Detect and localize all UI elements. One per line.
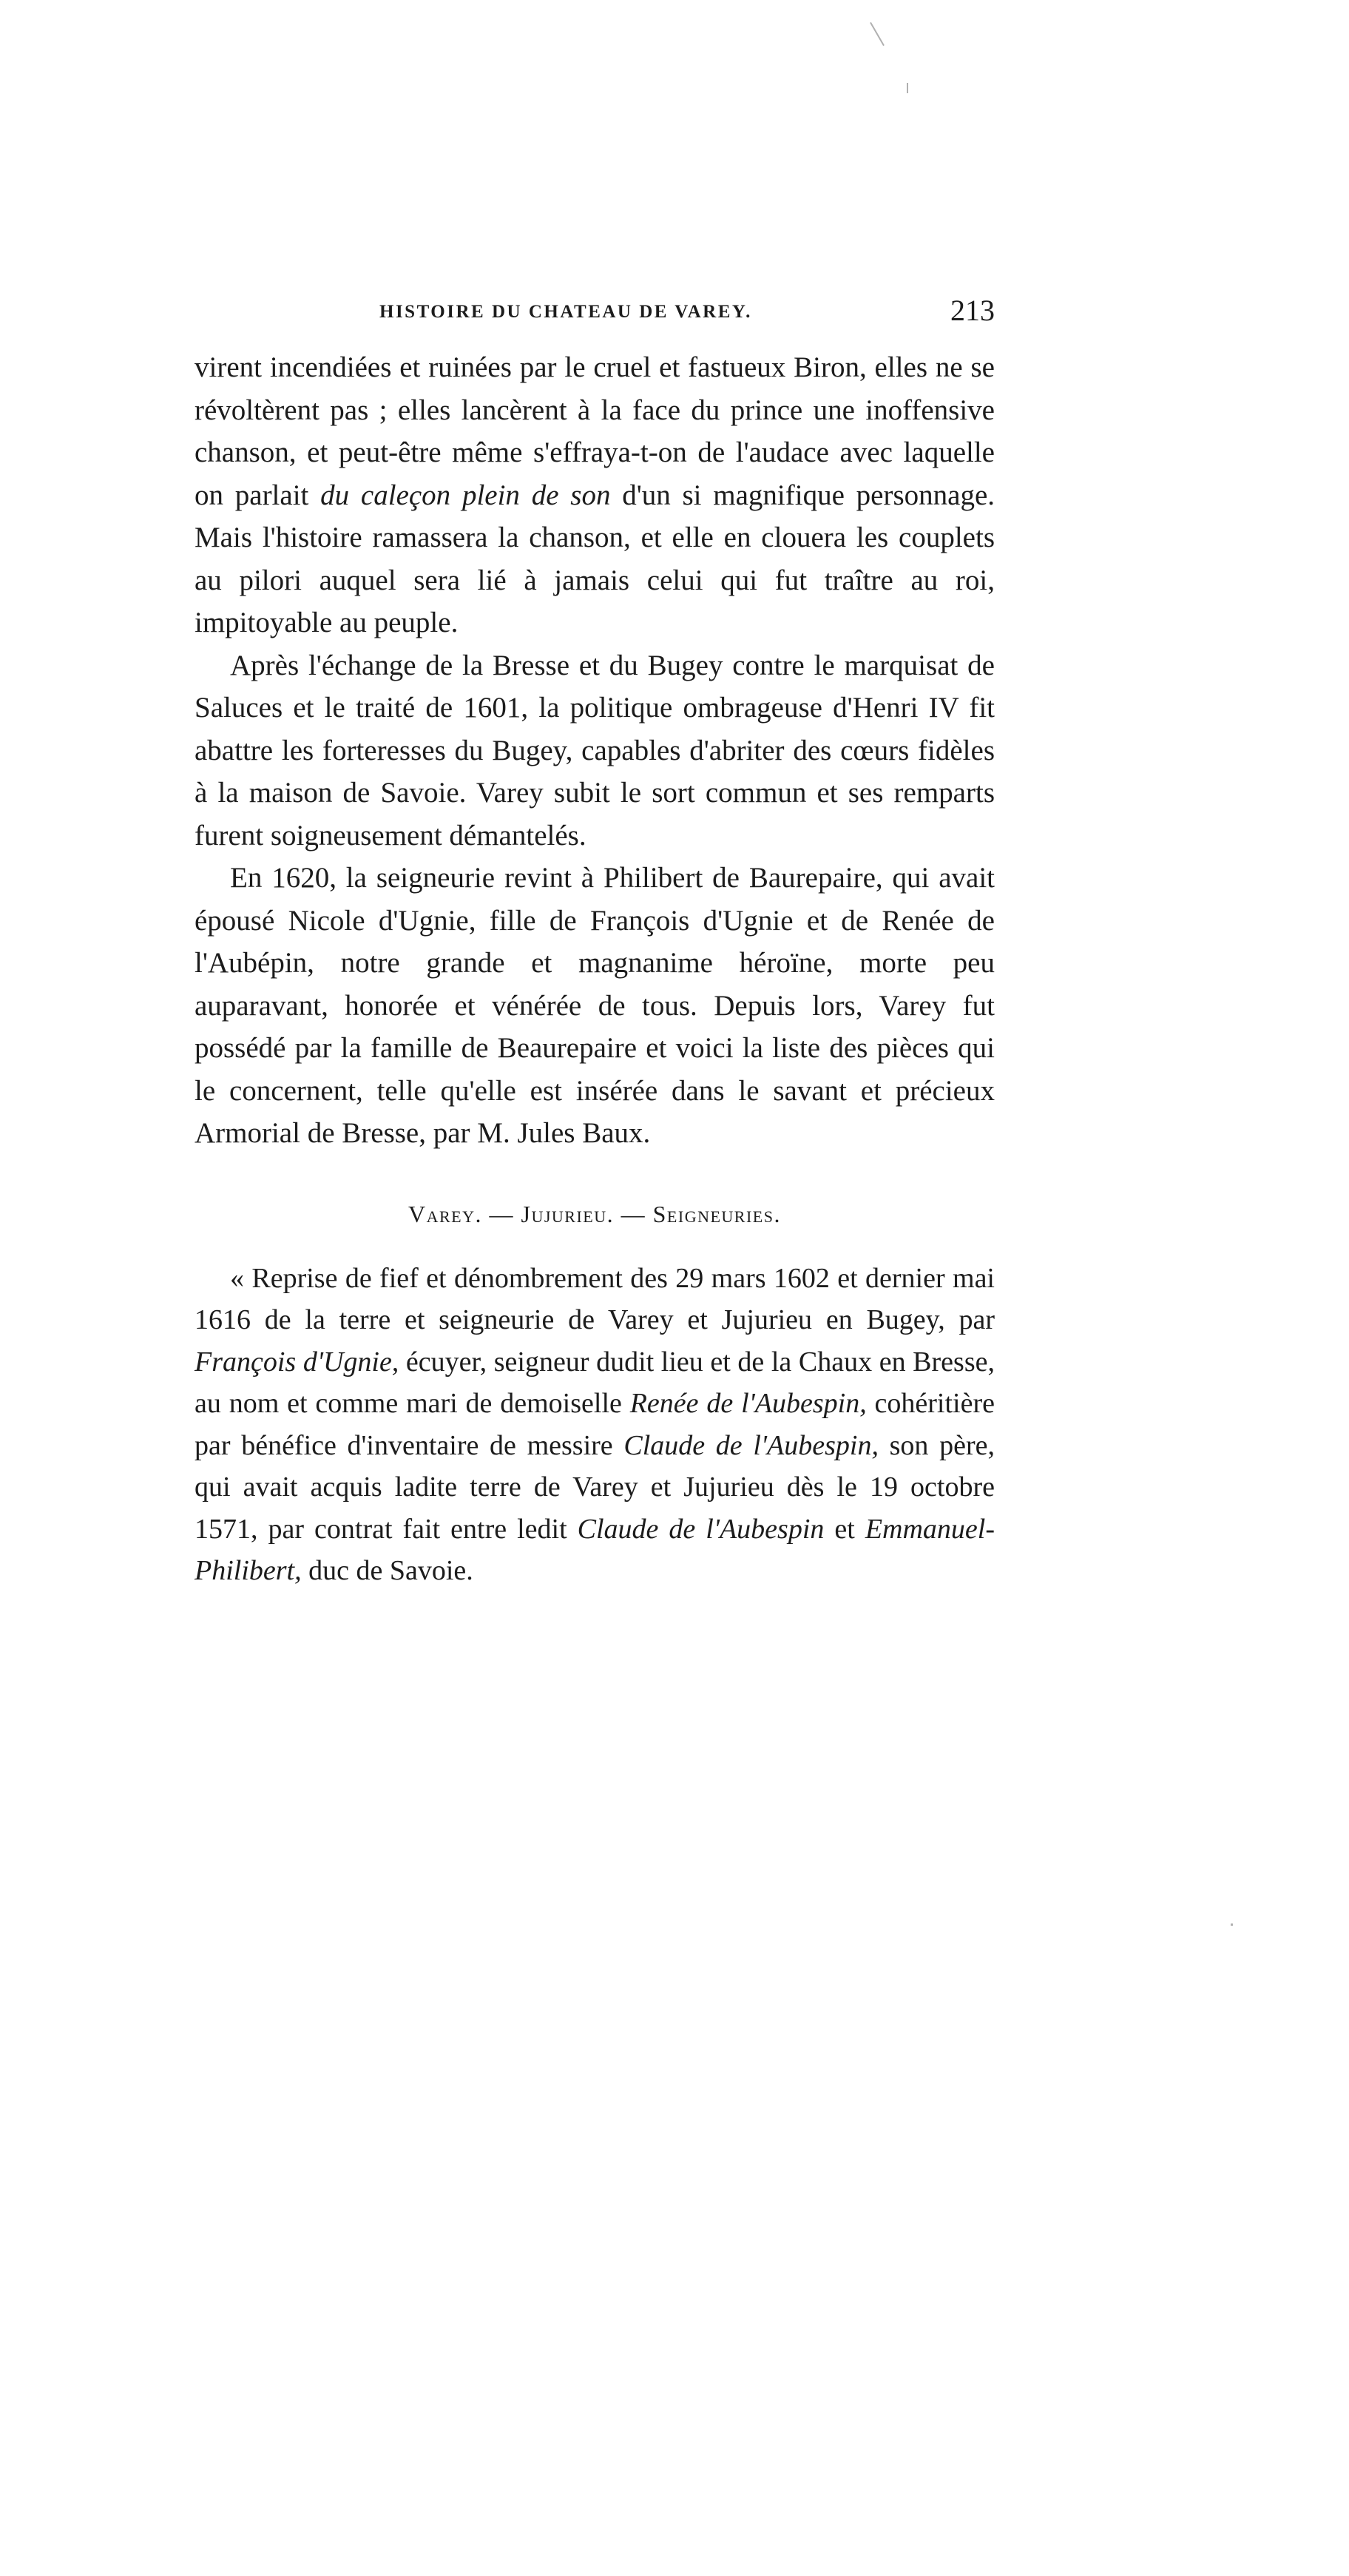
paragraph-biron-text: virent incendiées et ruinées par le cruel et fastueux Biron, elles ne se révoltèrent pas ; elles lancèrent à la face du prince une inoffensive chanson, et peut-être même s'effraya-t-on de l'audace avec laquelle on parlait bbox=[195, 351, 995, 511]
quote-text-6: duc de Savoie. bbox=[308, 1555, 473, 1586]
quote-italic-renee: Renée de l'Aubespin, bbox=[629, 1388, 867, 1419]
running-title: HISTOIRE DU CHATEAU DE VAREY. bbox=[379, 302, 752, 322]
running-header bbox=[195, 293, 995, 331]
paragraph-exchange: Après l'échange de la Bresse et du Bugey contre le marquisat de Saluces et le traité de 1601, la politique ombrageuse d'Henri IV fit abattre les forteresses du Bugey, capables d'abriter des cœurs fidèles à la maison de Savoie. Varey subit le sort commun et ses remparts furent soigneusement démantelés. bbox=[195, 649, 995, 852]
section-heading: Varey. — Jujurieu. — Seigneuries. bbox=[408, 1200, 781, 1227]
book-page bbox=[195, 293, 995, 1592]
quote-text-4: son père, qui avait acquis ladite terre de Varey et Jujurieu dès le 19 octobre 1571, par contrat fait entre ledit bbox=[195, 1429, 995, 1545]
page-number: 213 bbox=[950, 294, 995, 327]
quote-italic-claude-2: Claude de l'Aubespin bbox=[577, 1513, 825, 1545]
quote-text-5: et bbox=[834, 1513, 855, 1545]
paragraph-biron bbox=[195, 346, 995, 644]
quote-text-2: écuyer, seigneur dudit lieu et de la Chaux en Bresse, au nom et comme mari de demoiselle bbox=[195, 1346, 995, 1419]
paragraph-biron-end: d'un si magnifique personnage. Mais l'histoire ramassera la chanson, et elle en clouera les couplets au pilori auquel sera lié à jamais celui qui fut traître au roi, impitoyable au peuple. bbox=[195, 479, 995, 638]
quote-italic-francois: François d'Ugnie, bbox=[195, 1346, 399, 1378]
scan-speck bbox=[870, 22, 885, 46]
paragraph-1620: En 1620, la seigneurie revint à Philibert de Baurepaire, qui avait épousé Nicole d'Ugnie, fille de François d'Ugnie et de Renée de l'Aubépin, notre grande et magnanime héroïne, morte peu auparavant, honorée et vénérée de tous. Depuis lors, Varey fut possédé par la famille de Beaurepaire et voici la liste des pièces qui le concernent, telle qu'elle est insérée dans le savant et précieux Armorial de Bresse, par M. Jules Baux. bbox=[195, 862, 995, 1149]
quote-text-3: cohéritière par bénéfice d'inventaire de messire bbox=[195, 1388, 995, 1461]
quote-text-1: « Reprise de fief et dénombrement des 29 mars 1602 et dernier mai 1616 de la terre et seigneurie de Varey et Jujurieu en Bugey, par bbox=[195, 1262, 995, 1335]
scan-speck bbox=[1231, 1923, 1233, 1926]
quote-italic-emmanuel: Emmanuel-Philibert, bbox=[195, 1513, 995, 1586]
paragraph-biron-italic: du caleçon plein de son bbox=[320, 479, 611, 511]
armorial-quote bbox=[195, 1258, 995, 1592]
scan-speck bbox=[907, 83, 908, 93]
quote-italic-claude: Claude de l'Aubespin, bbox=[623, 1429, 879, 1461]
